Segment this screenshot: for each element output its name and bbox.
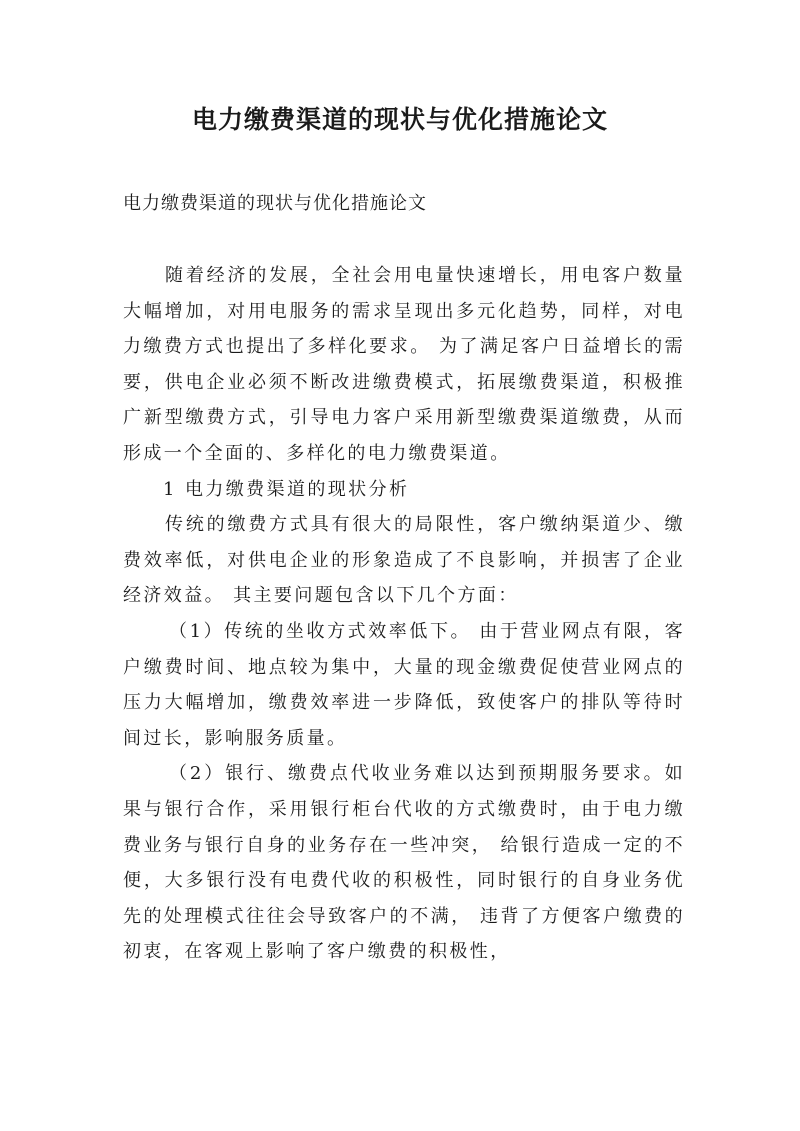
list-item: （2）银行、缴费点代收业务难以达到预期服务要求。如果与银行合作，采用银行柜台代收的方式缴费时，由于电力缴费业务与银行自身的业务存在一些冲突， 给银行造成一定的不便，大多银行没有电费代收的积极性，同时银行的自身业务优先的处理模式往往会导致客户的不满， 违背了方便客户缴费的初衷，在客观上影响了客户缴费的积极性，	[123, 763, 685, 963]
document-subtitle: 电力缴费渠道的现状与优化措施论文	[123, 193, 427, 214]
document-body	[123, 258, 685, 970]
document-title: 电力缴费渠道的现状与优化措施论文	[191, 105, 608, 134]
intro-paragraph: 随着经济的发展，全社会用电量快速增长，用电客户数量大幅增加，对用电服务的需求呈现出多元化趋势，同样，对电力缴费方式也提出了多样化要求。 为了满足客户日益增长的需要，供电企业必须不断改进缴费模式，拓展缴费渠道，积极推广新型缴费方式，引导电力客户采用新型缴费渠道缴费，从而形成一个全面的、多样化的电力缴费渠道。	[123, 265, 685, 464]
list-item: （1）传统的坐收方式效率低下。 由于营业网点有限，客户缴费时间、地点较为集中，大量的现金缴费促使营业网点的压力大幅增加，缴费效率进一步降低，致使客户的排队等待时间过长，影响服务质量。	[123, 620, 685, 749]
body-paragraph: 传统的缴费方式具有很大的局限性，客户缴纳渠道少、缴费效率低，对供电企业的形象造成了不良影响，并损害了企业经济效益。 其主要问题包含以下几个方面：	[123, 514, 685, 607]
section-heading: 1 电力缴费渠道的现状分析	[163, 478, 410, 500]
